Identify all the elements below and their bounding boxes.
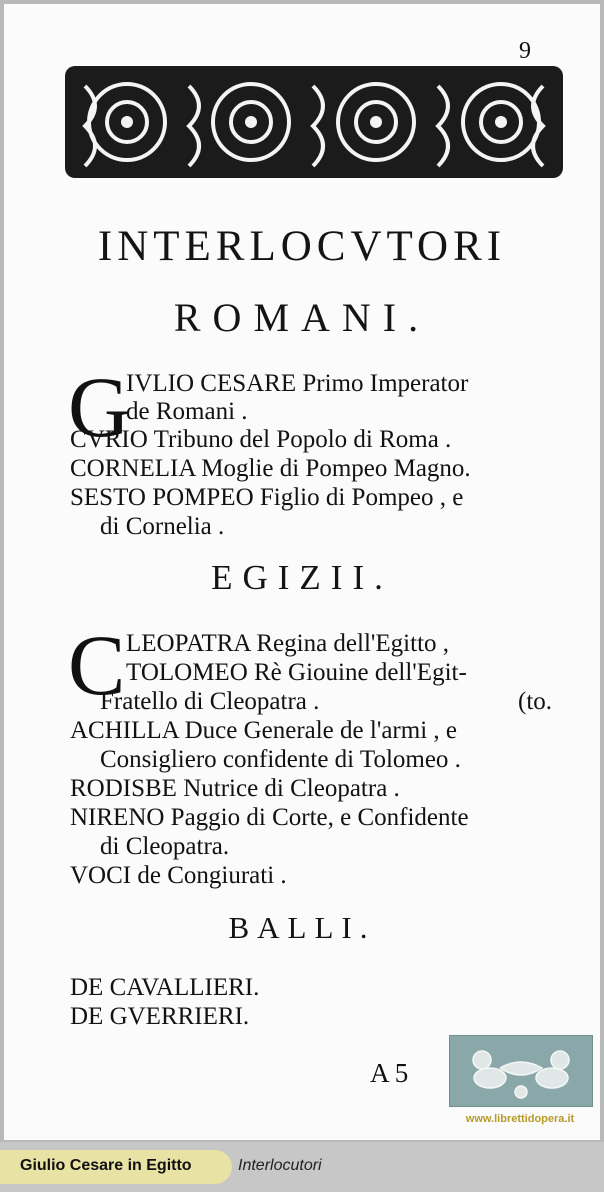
romani-line: SESTO POMPEO Figlio di Pompeo , e — [70, 484, 464, 511]
dropcap-c: C — [68, 617, 126, 713]
romani-line: de Romani . — [126, 398, 248, 425]
section-balli: BALLI. — [228, 910, 376, 945]
egizii-line: TOLOMEO Rè Giouine dell'Egit- — [126, 659, 467, 686]
decorative-ornament-band — [65, 66, 563, 178]
egizii-line: ACHILLA Duce Generale de l'armi , e — [70, 717, 457, 744]
egizii-line: VOCI de Congiurati . — [70, 862, 287, 889]
heading-interlocutori: INTERLOCVTORI — [97, 223, 507, 270]
egizii-line: NIRENO Paggio di Corte, e Confidente — [70, 804, 469, 831]
section-egizii: EGIZII. — [211, 558, 393, 597]
dropcap-g: G — [68, 359, 131, 455]
romani-line: di Cornelia . — [100, 513, 225, 540]
egizii-line: Fratello di Cleopatra . — [100, 688, 320, 715]
logo-site-text: www.librettidopera.it — [465, 1113, 575, 1125]
balli-line: DE CAVALLIERI. — [70, 974, 260, 1001]
egizii-line: di Cleopatra. — [100, 833, 230, 860]
egizii-line-wrap: (to. — [518, 688, 553, 715]
scanned-page — [4, 4, 600, 1140]
signature-mark: A 5 — [370, 1058, 409, 1088]
egizii-line: RODISBE Nutrice di Cleopatra . — [70, 775, 400, 802]
logo-cherubs-image — [449, 1035, 593, 1107]
egizii-line: Consigliero confidente di Tolomeo . — [100, 746, 461, 773]
page-number: 9 — [519, 38, 531, 64]
romani-line: CVRIO Tribuno del Popolo di Roma . — [70, 426, 452, 453]
balli-line: DE GVERRIERI. — [70, 1003, 250, 1030]
romani-line: IVLIO CESARE Primo Imperator — [126, 370, 469, 397]
egizii-line: LEOPATRA Regina dell'Egitto , — [126, 630, 450, 657]
section-romani: ROMANI. — [173, 295, 431, 340]
footer-opera-title[interactable]: Giulio Cesare in Egitto — [20, 1157, 192, 1174]
librettidopera-logo[interactable] — [449, 1035, 591, 1135]
romani-line: CORNELIA Moglie di Pompeo Magno. — [70, 455, 471, 482]
footer-section-title: Interlocutori — [238, 1157, 322, 1174]
